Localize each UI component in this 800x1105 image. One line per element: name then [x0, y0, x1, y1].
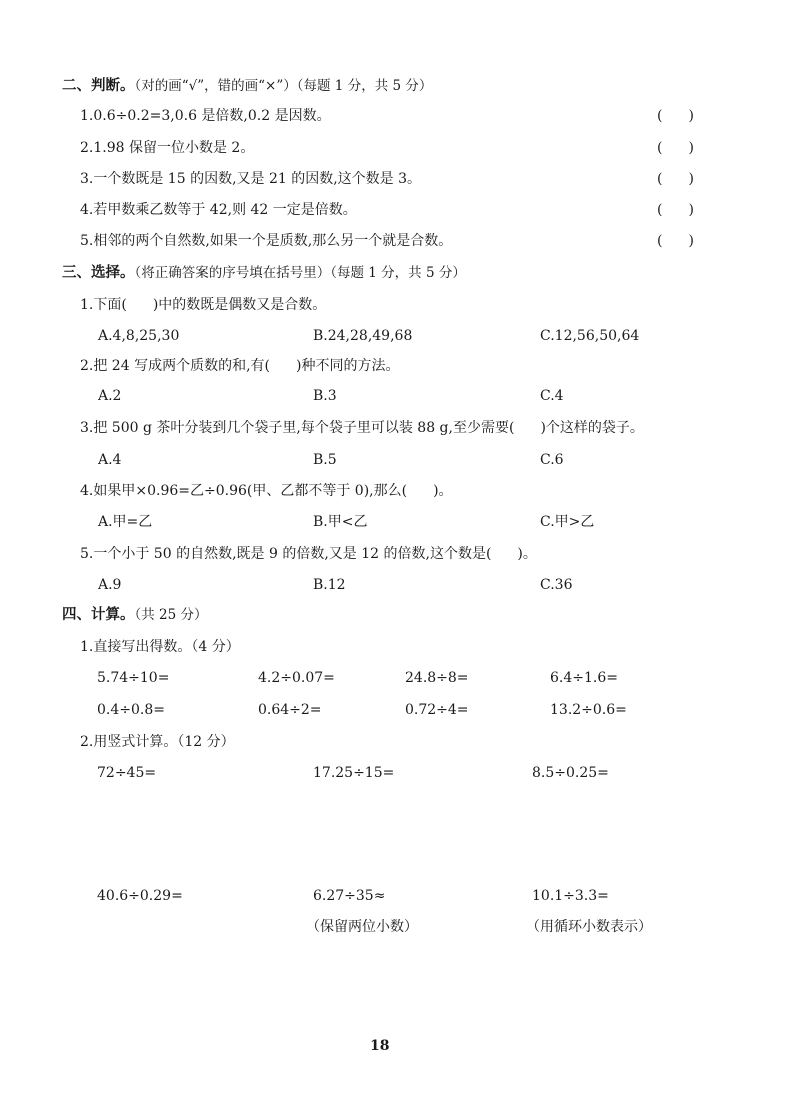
- judge-item-4: 4.若甲数乘乙数等于 42,则 42 一定是倍数。: [80, 202, 357, 218]
- section4-note: （共 25 分）: [134, 607, 208, 623]
- oral-calc-item: 0.4÷0.8=: [97, 702, 165, 718]
- rounding-note: （保留两位小数）: [306, 919, 418, 935]
- section2-note: （对的画“√”，错的画“×”）（每题 1 分，共 5 分）: [134, 78, 433, 94]
- section4-title: 四、计算。: [62, 606, 135, 623]
- choice-3-option-a: A.4: [98, 452, 122, 468]
- calc-part2-title: 2.用竖式计算。（12 分）: [80, 734, 235, 750]
- vertical-calc-item: 17.25÷15=: [313, 765, 395, 781]
- oral-calc-item: 6.4÷1.6=: [550, 670, 618, 686]
- judge-item-2: 2.1.98 保留一位小数是 2。: [80, 140, 255, 156]
- section3-note: （将正确答案的序号填在括号里）（每题 1 分，共 5 分）: [134, 265, 466, 281]
- choice-2-option-c: C.4: [540, 388, 564, 404]
- oral-calc-item: 0.72÷4=: [405, 702, 469, 718]
- section2-heading: [62, 77, 432, 95]
- answer-bracket-1[interactable]: ( ): [657, 108, 694, 124]
- choice-question-3: 3.把 500 g 茶叶分装到几个袋子里,每个袋子里可以装 88 g,至少需要( )个这样的袋子。: [80, 420, 644, 436]
- oral-calc-item: 4.2÷0.07=: [258, 670, 335, 686]
- calc-part1-title: 1.直接写出得数。（4 分）: [80, 639, 240, 655]
- choice-1-option-a: A.4,8,25,30: [98, 328, 180, 344]
- answer-bracket-3[interactable]: ( ): [657, 171, 694, 187]
- choice-4-option-b: B.甲<乙: [313, 514, 368, 530]
- choice-5-option-b: B.12: [313, 577, 346, 593]
- choice-2-option-a: A.2: [98, 388, 122, 404]
- choice-question-2: 2.把 24 写成两个质数的和,有( )种不同的方法。: [80, 358, 400, 374]
- vertical-calc-item: 72÷45=: [97, 765, 157, 781]
- answer-bracket-4[interactable]: ( ): [657, 202, 694, 218]
- section3-title: 三、选择。: [62, 264, 135, 281]
- choice-4-option-a: A.甲=乙: [98, 514, 153, 530]
- choice-question-5: 5.一个小于 50 的自然数,既是 9 的倍数,又是 12 的倍数,这个数是( )。: [80, 546, 537, 562]
- answer-bracket-2[interactable]: ( ): [657, 140, 694, 156]
- judge-item-1: 1.0.6÷0.2=3,0.6 是倍数,0.2 是因数。: [80, 108, 331, 124]
- answer-bracket-5[interactable]: ( ): [657, 233, 694, 249]
- choice-3-option-c: C.6: [540, 452, 564, 468]
- vertical-calc-item: 6.27÷35≈: [313, 888, 386, 904]
- vertical-calc-item: 8.5÷0.25=: [532, 765, 609, 781]
- page-number: 18: [370, 1038, 390, 1054]
- choice-question-1: 1.下面( )中的数既是偶数又是合数。: [80, 297, 327, 313]
- oral-calc-item: 0.64÷2=: [258, 702, 322, 718]
- choice-5-option-c: C.36: [540, 577, 573, 593]
- vertical-calc-item: 40.6÷0.29=: [97, 888, 183, 904]
- oral-calc-item: 13.2÷0.6=: [550, 702, 627, 718]
- choice-4-option-c: C.甲>乙: [540, 514, 595, 530]
- choice-2-option-b: B.3: [313, 388, 337, 404]
- choice-1-option-b: B.24,28,49,68: [313, 328, 413, 344]
- judge-item-5: 5.相邻的两个自然数,如果一个是质数,那么另一个就是合数。: [80, 233, 453, 249]
- section2-title: 二、判断。: [62, 77, 135, 94]
- judge-item-3: 3.一个数既是 15 的因数,又是 21 的因数,这个数是 3。: [80, 171, 422, 187]
- section4-heading: [62, 606, 208, 624]
- oral-calc-item: 24.8÷8=: [405, 670, 469, 686]
- choice-1-option-c: C.12,56,50,64: [540, 328, 640, 344]
- vertical-calc-item: 10.1÷3.3=: [532, 888, 609, 904]
- choice-5-option-a: A.9: [98, 577, 122, 593]
- repeating-decimal-note: （用循环小数表示）: [526, 919, 652, 935]
- choice-question-4: 4.如果甲×0.96=乙÷0.96(甲、乙都不等于 0),那么( )。: [80, 483, 453, 499]
- section3-heading: [62, 264, 466, 282]
- oral-calc-item: 5.74÷10=: [97, 670, 170, 686]
- choice-3-option-b: B.5: [313, 452, 337, 468]
